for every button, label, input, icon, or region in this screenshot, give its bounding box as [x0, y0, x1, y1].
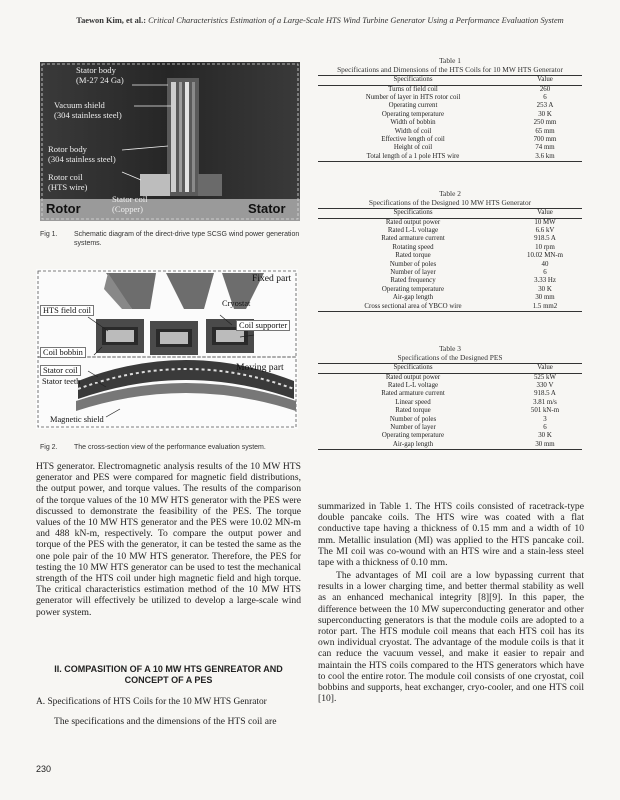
- figure-2-caption: [40, 443, 302, 452]
- fig1-label-stator: Stator: [248, 201, 286, 216]
- right-body-paragraph-1: summarized in Table 1. The HTS coils consisted of racetrack-type double pancake coils. The HTS wire was coated with a flat conductive tape having a thickness of 0.15 mm and a width of 10 mm. Metallic insulation (MI) was applied to the HTS pancake coil. The MI coil was co-wound with an HTS wire and a stain-less steel tape with a thickness of 0.10 mm.: [318, 501, 584, 569]
- table-cell-spec: Cross sectional area of YBCO wire: [318, 303, 508, 312]
- table-cell-spec: Number of layer: [390, 424, 436, 432]
- table-row: [318, 261, 582, 269]
- table-3: [318, 363, 582, 450]
- table-cell-spec: Linear speed: [395, 398, 431, 406]
- table-row: [318, 144, 582, 152]
- fig2-label-coil-bobbin: Coil bobbin: [40, 347, 86, 358]
- table-cell-value: 260: [539, 85, 551, 93]
- table-row: [318, 303, 582, 312]
- table-cell-spec: Number of poles: [389, 260, 437, 268]
- table-cell-value: 74 mm: [535, 144, 555, 152]
- table-cell-value: 3.81 m/s: [533, 398, 557, 406]
- table-cell-value: 30 K: [538, 285, 552, 293]
- table-1-header-value: Value: [508, 76, 582, 86]
- fig2-label-coil-supporter: Coil supporter: [236, 320, 290, 331]
- table-row: [318, 277, 582, 285]
- fig2-label-magnetic-shield: Magnetic shield: [50, 415, 104, 424]
- section-title-line-2: CONCEPT OF A PES: [124, 675, 213, 685]
- table-cell-spec: Number of layer in HTS rotor coil: [365, 94, 461, 101]
- section-title-line-1: II. COMPASITION OF A 10 MW HTS GENREATOR AND: [54, 664, 283, 674]
- table-cell-value: 6.6 kV: [535, 227, 555, 234]
- table-row: [318, 399, 582, 407]
- table-row: [318, 432, 582, 440]
- table-cell-spec: Rated torque: [395, 252, 431, 260]
- table-row: [318, 227, 582, 235]
- table-cell-value: 918.5 A: [534, 390, 556, 398]
- table-2: [318, 208, 582, 312]
- fig1-label-rotor: Rotor: [46, 201, 81, 216]
- header-authors: Taewon Kim, et al.:: [76, 16, 146, 25]
- table-cell-value: 6: [543, 269, 547, 277]
- table-cell-spec: Operating current: [388, 102, 438, 110]
- fig1-label-rotor-body: Rotor body (304 stainless steel): [48, 144, 116, 164]
- table-cell-spec: Rated armature current: [381, 235, 445, 243]
- table-cell-value: 65 mm: [535, 127, 555, 135]
- table-row: [318, 94, 582, 102]
- table-cell-spec: Rotating speed: [392, 243, 434, 251]
- table-row: [318, 441, 582, 450]
- table-row: [318, 416, 582, 424]
- table-cell-spec: Rated output power: [385, 373, 441, 381]
- table-row: [318, 373, 582, 382]
- table-cell-value: 330 V: [536, 382, 554, 389]
- table-cell-spec: Number of layer: [390, 269, 436, 277]
- table-cell-spec: Air-gap length: [318, 441, 508, 450]
- table-cell-spec: Rated armature current: [381, 390, 445, 398]
- table-row: [318, 119, 582, 127]
- table-3-title: Specifications of the Designed PES: [397, 353, 503, 362]
- table-cell-value: 700 mm: [533, 136, 557, 144]
- table-row: [318, 85, 582, 94]
- table-cell-value: 30 K: [538, 110, 552, 118]
- figure-2-image: [36, 269, 298, 429]
- fig1-label-stator-body: Stator body (M-27 24 Ga): [76, 65, 124, 85]
- table-cell-value: 40: [541, 260, 549, 268]
- table-2-title: Specifications of the Designed 10 MW HTS Generator: [368, 198, 532, 207]
- table-cell-value: 250 mm: [533, 119, 557, 127]
- table-3-label: Table 3: [439, 344, 461, 353]
- table-row: [318, 153, 582, 162]
- fig1-label-rotor-coil: Rotor coil (HTS wire): [48, 172, 88, 192]
- table-2-header-value: Value: [508, 209, 582, 219]
- fig1-label-stator-coil: Stator coil (Copper): [112, 194, 148, 214]
- table-1-title: Specifications and Dimensions of the HTS Coils for 10 MW HTS Generator: [337, 65, 563, 74]
- table-cell-spec: Width of bobbin: [390, 119, 436, 127]
- table-cell-value: 30 K: [538, 432, 552, 440]
- fig1-label-vacuum-shield: Vacuum shield (304 stainless steel): [54, 100, 122, 120]
- right-body-paragraph-2: The advantages of MI coil are a low bypassing current that results in a lower charging time, and better thermal stability as well as an enhanced mechanical integrity [8][9]. In this paper, the difference between the 10 MW superconducting generator and other superconducting generators is that the module coils are adopted to a rotor part. The HTS module coil means that each HTS coil has its own individual cryostat. The advantage of the module coils is that it can reduce the vacuum vessel, and make it easier to repair and maintain the HTS coils compared to the HTS generators which have to cool the entire rotor. The module coil consists of one cryostat, coil bobbins and supports, heat exchanger, cryo-cooler, and one HTS coil [10].: [318, 570, 584, 705]
- fig2-label-moving-part: Moving part: [236, 362, 284, 373]
- table-cell-value: 525 kW: [533, 373, 556, 381]
- table-row: [318, 424, 582, 432]
- table-cell-value: 3.6 km: [508, 153, 582, 162]
- table-3-header-value: Value: [508, 364, 582, 374]
- fig2-label-hts-field-coil: HTS field coil: [40, 305, 94, 316]
- table-cell-value: 6: [543, 94, 547, 101]
- table-row: [318, 128, 582, 136]
- table-cell-value: 3.33 Hz: [534, 277, 556, 285]
- table-row: [318, 382, 582, 390]
- figure-2-number: Fig 2.: [40, 444, 58, 451]
- table-cell-value: 501 kN-m: [530, 407, 560, 415]
- table-cell-spec: Height of coil: [393, 144, 433, 152]
- table-row: [318, 244, 582, 252]
- table-cell-spec: Air-gap length: [392, 294, 434, 302]
- figure-2-caption-text: The cross-section view of the performance evaluation system.: [74, 444, 266, 451]
- table-1: [318, 75, 582, 162]
- table-cell-spec: Operating temperature: [381, 110, 445, 118]
- table-cell-spec: Rated L-L voltage: [387, 382, 439, 389]
- table-row: [318, 390, 582, 398]
- table-row: [318, 111, 582, 119]
- table-cell-spec: Turns of field coil: [388, 85, 438, 93]
- table-3-header-spec: Specifications: [318, 364, 508, 374]
- table-cell-spec: Total length of a 1 pole HTS wire: [318, 153, 508, 162]
- left-body-paragraph-2: The specifications and the dimensions of the HTS coil are: [54, 716, 277, 727]
- header-title: Critical Characteristics Estimation of a Large-Scale HTS Wind Turbine Generator Using a Performance Evaluation System: [148, 16, 564, 25]
- table-row: [318, 218, 582, 227]
- table-row: [318, 407, 582, 415]
- table-2-label: Table 2: [439, 189, 461, 198]
- table-row: [318, 286, 582, 294]
- table-cell-spec: Operating temperature: [381, 285, 445, 293]
- table-cell-value: 10 MW: [534, 218, 556, 226]
- figure-1-caption-text: Schematic diagram of the direct-drive type SCSG wind power generation systems.: [74, 231, 300, 247]
- table-cell-spec: Rated output power: [385, 218, 441, 226]
- table-cell-spec: Rated L-L voltage: [387, 227, 439, 234]
- table-cell-value: 3: [543, 415, 547, 423]
- table-cell-value: 6: [543, 424, 547, 432]
- running-header: [40, 16, 600, 25]
- left-body-paragraph: HTS generator. Electromagnetic analysis results of the 10 MW HTS generator and PES were compared for magnetic field distributions, the output power, and torque values. The results of the comparison of the torque values of the 10 MW HTS generator with the PES were discussed to demonstrate the feasibility of the PES. The torque values of the 10 MW HTS generator and the PES were 10.02 MN-m and 488 kN-m, respectively. To compare the output power and torque of the PES with the generator, it can be tested the same as the one pole pair of the 10 MW HTS generator. Therefore, the PES for testing the 10 MW HTS generator can be used to test the mechanical strength of the HTS coil under high magnetic field and high torque. The critical characteristics estimation method of the 10 MW HTS generator will effectively be utilized to develop a large-scale wind power system.: [36, 461, 301, 618]
- table-cell-spec: Rated frequency: [390, 277, 436, 285]
- table-cell-spec: Effective length of coil: [381, 136, 445, 144]
- table-row: [318, 235, 582, 243]
- table-row: [318, 294, 582, 302]
- table-row: [318, 136, 582, 144]
- table-row: [318, 269, 582, 277]
- figure-1-image: [40, 62, 300, 221]
- figure-1-caption: [40, 230, 302, 248]
- table-cell-value: 253 A: [536, 102, 554, 110]
- table-row: [318, 102, 582, 110]
- table-cell-value: 918.5 A: [534, 235, 556, 243]
- table-cell-value: 30 mm: [508, 441, 582, 450]
- table-cell-spec: Rated torque: [395, 407, 431, 415]
- subsection-title: A. Specifications of HTS Coils for the 10 MW HTS Genrator: [36, 697, 267, 707]
- figure-1-drawing: [40, 62, 300, 221]
- fig2-label-fixed-part: Fixed part: [252, 273, 292, 284]
- table-1-header-spec: Specifications: [318, 76, 508, 86]
- table-cell-value: 10.02 MN-m: [527, 252, 563, 260]
- figure-1-number: Fig 1.: [40, 231, 58, 238]
- table-1-label: Table 1: [439, 56, 461, 65]
- page-number: 230: [36, 764, 52, 774]
- fig2-label-stator-teeth: Stator teeth: [42, 377, 81, 386]
- table-cell-value: 1.5 mm2: [508, 303, 582, 312]
- fig2-label-stator-coil: Stator coil: [40, 365, 81, 376]
- table-cell-spec: Width of coil: [394, 127, 432, 135]
- fig2-label-cryostat: Cryostat: [222, 299, 251, 308]
- table-cell-spec: Number of poles: [389, 415, 437, 423]
- section-title: [36, 664, 301, 686]
- table-cell-value: 10 rpm: [535, 243, 555, 251]
- table-2-header-spec: Specifications: [318, 209, 508, 219]
- table-row: [318, 252, 582, 260]
- table-cell-value: 30 mm: [535, 294, 555, 302]
- table-cell-spec: Operating temperature: [381, 432, 445, 440]
